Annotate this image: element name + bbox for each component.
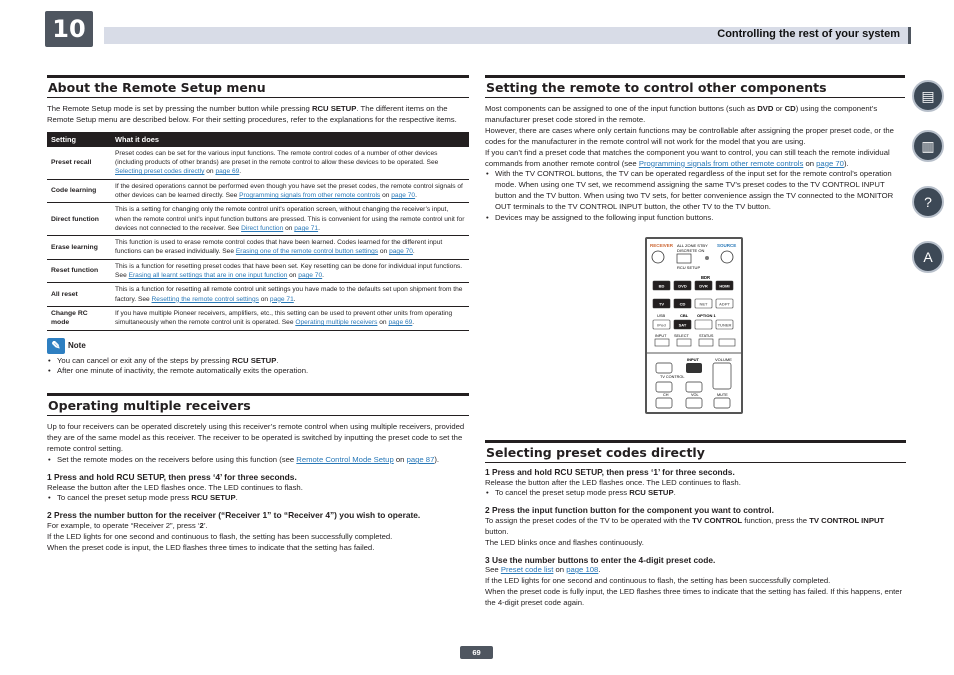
chapter-number: 10 (45, 11, 93, 47)
step-bullets (47, 493, 469, 504)
link-page-87[interactable]: page 87 (406, 455, 435, 465)
setting-desc: This function is used to erase remote control codes that have been learned. Codes learned for the different input functions can be erased individually. See Erasing one of the remote control button settings on page 70. (111, 236, 469, 260)
list-item: • Set the remote modes on the receivers before using this function (see Remote Control Mode Setup on page 87). (47, 455, 469, 466)
note-icon: ✎ (47, 338, 65, 354)
setting-desc: Preset codes can be set for the various input functions. The remote control codes of a number of other devices (including products of other brands) are preset in the remote control to allow these devices to be operated. See Selecting preset codes directly on page 69. (111, 147, 469, 179)
remote-label-vol: VOL (691, 393, 699, 397)
remote-label-all-zone: ALL ZONE STBY (677, 243, 708, 248)
tv-input-button (686, 363, 702, 373)
setting-desc: This is a setting for changing only the remote control unit’s operation screen, without changing the receiver’s input, when the remote control unit’s input function buttons are pressed. This is convenient for using the remote control unit for devices not connected to the receiver. See Direct function on page 71. (111, 203, 469, 236)
remote-label-mute: MUTE (717, 393, 728, 397)
table-row (47, 147, 469, 179)
other-components-p3: If you can’t find a preset code that matches the component you want to control, you can still teach the remote individual commands from another remote control (see Programming signals from other remote controls on page 70). (485, 147, 890, 168)
setting-name: Preset recall (47, 147, 111, 179)
multiple-receivers-bullets (47, 455, 469, 466)
setting-desc: This is a function for resetting preset codes that have been set. Key resetting can be done for individual input functions. See Erasing all learnt settings that are in one input function on page 70. (111, 259, 469, 283)
book-icon[interactable]: ▤ (912, 80, 944, 112)
step-text: For example, to operate “Receiver 2”, press ‘2’. (47, 520, 208, 530)
remote-button-label: DVR (699, 283, 708, 289)
remote-icon[interactable]: ▥ (912, 130, 944, 162)
mute-button (714, 398, 730, 408)
led-indicator (705, 256, 709, 260)
remote-label-status: STATUS (699, 334, 714, 338)
step-text: To assign the preset codes of the TV to be operated with the TV CONTROL function, press the TV CONTROL INPUT button. (485, 515, 885, 536)
table-link[interactable]: Operating multiple receivers (295, 319, 378, 327)
remote-label-usb: USB (657, 313, 666, 318)
step-heading: 1 Press and hold RCU SETUP, then press ‘1’ for three seconds. (485, 467, 735, 477)
step-text: When the preset code is fully input, the LED flashes three times to indicate that the setting has failed. If this happens, enter the 4-digit preset code again. (485, 586, 903, 607)
list-item: • With the TV CONTROL buttons, the TV can be operated regardless of the input set for the remote control’s operation mode. When using one TV set, we recommend assigning the same TV’s preset codes to the TV CONTROL INPUT button and the TV button. When using two TV sets, for better convenience assign the TV connected to the MONITOR OUT terminals to the TV CONTROL INPUT button, the other TV to the TV button. (485, 169, 905, 213)
multiple-receivers-heading: Operating multiple receivers (47, 393, 469, 416)
table-row (47, 203, 469, 236)
vol-up-button (686, 382, 702, 392)
setting-name: Erase learning (47, 236, 111, 260)
table-link[interactable]: Erasing all learnt settings that are in one input function (128, 272, 288, 280)
list-item: • To cancel the preset setup mode press RCU SETUP. (485, 488, 905, 499)
table-page-link[interactable]: page 71 (294, 224, 319, 232)
link-programming-signals[interactable]: Programming signals from other remote controls (638, 158, 804, 168)
remote-label-tv-control: TV CONTROL (660, 375, 685, 379)
remote-label-input2: INPUT (687, 357, 699, 362)
remote-label-discrete: DISCRETE ON (677, 248, 705, 253)
ch-down-button (656, 398, 672, 408)
table-row (47, 236, 469, 260)
other-components-bullets (485, 169, 905, 224)
setting-name: All reset (47, 283, 111, 307)
table-link[interactable]: Erasing one of the remote control button settings (235, 248, 379, 256)
rcu-setup-button (677, 254, 691, 263)
setting-name: Reset function (47, 259, 111, 283)
note-item: • After one minute of inactivity, the remote automatically exits the operation. (47, 366, 469, 377)
note-list (47, 356, 469, 378)
other-components-p1: Most components can be assigned to one of the input function buttons (such as DVD or CD) using the component’s manufacturer preset code stored in the remote. (485, 104, 878, 124)
setting-name: Direct function (47, 203, 111, 236)
receiver-power-button (652, 251, 664, 263)
note-label: Note (68, 341, 86, 351)
table-page-link[interactable]: page 70 (298, 272, 323, 280)
remote-control-illustration (645, 237, 743, 414)
remote-setup-intro: The Remote Setup mode is set by pressing the number button while pressing RCU SETUP. The different items on the Remote Setup menu are described below. For their setting procedures, refer to the explanations for the respective items. (47, 104, 457, 124)
remote-button-label: TV (658, 301, 665, 307)
link-page-108[interactable]: page 108 (566, 565, 599, 575)
step-text: When the preset code is input, the LED flashes three times to indicate that the setting has failed. (47, 542, 375, 552)
remote-button-label: TUNER (717, 322, 732, 328)
table-row (47, 259, 469, 283)
table-header-what: What it does (111, 132, 469, 147)
list-item: • Devices may be assigned to the following input function buttons. (485, 213, 905, 224)
remote-label-select: SELECT (674, 334, 689, 338)
remote-button-label: ADPT (719, 301, 730, 307)
table-link[interactable]: Selecting preset codes directly (115, 168, 205, 176)
receiver-small-button (719, 339, 735, 346)
page-number: 69 (460, 646, 493, 659)
setting-name: Code learning (47, 179, 111, 203)
remote-label-volume: VOLUME (715, 357, 732, 362)
tv-power-button (656, 363, 672, 373)
remote-button-label: BD (658, 283, 665, 289)
step-heading: 1 Press and hold RCU SETUP, then press ‘4’ for three seconds. (47, 472, 297, 482)
setting-desc: This is a function for resetting all remote control unit settings you have made to the defaults set upon shipment from the factory. See Resetting the remote control settings on page 71. (111, 283, 469, 307)
source-power-button (721, 251, 733, 263)
table-page-link[interactable]: page 70 (391, 192, 416, 199)
setting-desc: If you have multiple Pioneer receivers, amplifiers, etc., this setting can be used to prevent other units from operating simultaneously when the remote control unit is operated. See Operating multiple receivers on page 69. (111, 306, 469, 330)
table-link[interactable]: Direct function (241, 224, 284, 232)
preset-codes-body (485, 461, 905, 609)
step-text: The LED blinks once and flashes continuously. (485, 537, 644, 547)
step-bullets (485, 488, 905, 499)
other-components-heading: Setting the remote to control other components (485, 75, 905, 98)
remote-label-cbl: CBL (680, 313, 689, 318)
table-row (47, 306, 469, 330)
remote-label-receiver: RECEIVER (650, 243, 674, 248)
step-heading: 3 Use the number buttons to enter the 4-digit preset code. (485, 554, 716, 565)
left-column (47, 75, 469, 554)
index-icon[interactable]: A (912, 241, 944, 273)
remote-label-rcu: RCU SETUP (677, 265, 701, 270)
note-header (47, 338, 469, 354)
input-button (655, 339, 669, 346)
table-page-link[interactable]: page 71 (269, 295, 294, 303)
table-row (47, 179, 469, 203)
link-preset-code-list[interactable]: Preset code list (500, 565, 554, 575)
select-button (677, 339, 691, 346)
step-text: Release the button after the LED flashes once. The LED continues to flash. (47, 482, 303, 492)
ch-up-button (656, 382, 672, 392)
step-text: If the LED lights for one second and continuous to flash, the setting has been successfully completed. (47, 531, 393, 541)
table-link[interactable]: Resetting the remote control settings (151, 295, 259, 303)
remote-setup-table (47, 132, 469, 331)
remote-label-ch: CH (663, 393, 669, 397)
header-title: Controlling the rest of your system (717, 28, 900, 40)
step-text: Release the button after the LED flashes once. The LED continues to flash. (485, 477, 741, 487)
multiple-receivers-intro: Up to four receivers can be operated discretely using this receiver’s remote control when using multiple receivers, provided they are of the same model as this receiver. The receiver to be operated is switched by inputting the preset code to set the remote control setting. (47, 422, 465, 454)
remote-button-label: iPod (657, 322, 666, 328)
volume-rocker (713, 363, 731, 389)
table-page-link[interactable]: page 69 (388, 319, 413, 327)
table-header-setting: Setting (47, 132, 111, 147)
remote-button-label: DVD (678, 283, 687, 289)
table-row (47, 283, 469, 307)
step-text: See Preset code list on page 108. (485, 565, 601, 575)
remote-label-input: INPUT (655, 334, 667, 338)
table-link[interactable]: Programming signals from other remote controls (239, 192, 381, 199)
link-remote-mode-setup[interactable]: Remote Control Mode Setup (296, 455, 394, 465)
vol-down-button (686, 398, 702, 408)
header-bar (104, 27, 911, 44)
remote-button-label: HDMI (719, 283, 730, 289)
step-text: If the LED lights for one second and continuous to flash, the setting has been successfully completed. (485, 575, 831, 585)
remote-button-label: NET (699, 301, 708, 307)
remote-label-source: SOURCE (717, 243, 737, 248)
remote-setup-heading: About the Remote Setup menu (47, 75, 469, 98)
remote-label-bdr: BDR (701, 275, 711, 280)
list-item: • To cancel the preset setup mode press RCU SETUP. (47, 493, 469, 504)
table-page-link[interactable]: page 70 (389, 248, 413, 256)
step-heading: 2 Press the number button for the receiver (“Receiver 1” to “Receiver 4”) you wish to operate. (47, 510, 421, 521)
link-page-70[interactable]: page 70 (816, 158, 844, 168)
other-components-p2: However, there are cases where only certain functions may be controllable after assigning the proper preset code, or the codes for the manufacturer in the remote control will not work for the model that you are using. (485, 125, 894, 146)
remote-label-option: OPTION 1 (697, 313, 716, 318)
step-heading: 2 Press the input function button for the component you want to control. (485, 505, 774, 516)
table-page-link[interactable]: page 69 (215, 168, 240, 176)
remote-input-button (695, 320, 712, 329)
preset-codes-heading: Selecting preset codes directly (485, 440, 906, 463)
help-icon[interactable]: ? (912, 186, 944, 218)
status-button (699, 339, 713, 346)
remote-button-label: CD (679, 301, 686, 307)
setting-desc: If the desired operations cannot be performed even though you have set the preset codes, the remote control signals of other devices can be learned directly. See Programming signals from other remote controls on page 70. (111, 179, 469, 203)
remote-button-label: SAT (678, 322, 687, 328)
setting-name: Change RC mode (47, 306, 111, 330)
note-item: • You can cancel or exit any of the steps by pressing RCU SETUP. (47, 356, 469, 367)
